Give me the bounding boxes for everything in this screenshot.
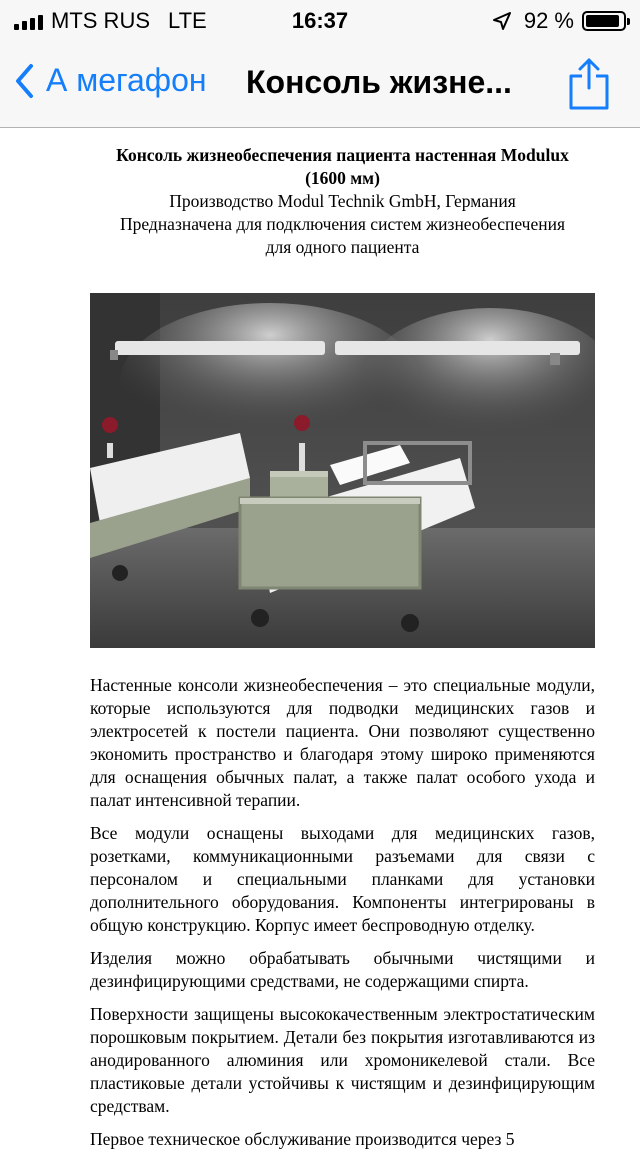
battery-percent: 92 % [523,8,574,33]
battery-cap [627,18,630,25]
back-label: А мегафон [46,62,207,98]
back-button[interactable] [14,62,207,99]
battery-icon [582,11,626,31]
title-line-1: Консоль жизнеобеспечения пациента настенная Modulux [116,145,569,165]
status-bar [0,0,640,40]
description [90,674,595,1151]
purpose-line-1: Предназначена для подключения систем жизнеобеспечения [119,214,566,234]
status-right [492,8,626,34]
paragraph: Первое техническое обслуживание производится через 5 [90,1129,515,1149]
status-time: 16:37 [291,8,349,33]
battery-fill [586,15,619,27]
share-button[interactable] [568,56,610,110]
location-arrow-icon [492,11,512,31]
manufacturer-line: Производство Modul Technik GmbH, Германия [169,191,516,211]
carrier-name: MTS RUS [51,8,150,33]
title-line-2: (1600 мм) [305,168,380,188]
purpose-text [90,213,595,259]
paragraph: Поверхности защищены высококачественным электростатическим порошковым покрытием. Детали без покрытия изготавливаются из анодированного алюминия или хромоникелевой стали. Все пластиковые детали устойчивы к чистящим и дезинфицирующим средствам. [90,1004,595,1116]
paragraph: Изделия можно обрабатывать обычными чистящими и дезинфицирующими средствами, не содержащими спирта. [90,948,595,991]
navigation-bar [0,40,640,128]
purpose-line-2: для одного пациента [265,237,420,257]
network-type: LTE [168,8,207,33]
hospital-room-photo [90,293,595,648]
paragraph: Настенные консоли жизнеобеспечения – это специальные модули, которые используются для подводки медицинских газов и электросетей к постели пациента. Они позволяют существенно экономить пространство и благодаря этому широко применяются для оснащения обычных палат, а также палат особого ухода и палат интенсивной терапии. [90,675,595,810]
paragraph: Все модули оснащены выходами для медицинских газов, розетками, коммуникационными разъемами для связи с персоналом и специальными планками для установки дополнительного оборудования. Компоненты интегрированы в общую конструкцию. Корпус имеет беспроводную отделку. [90,823,595,935]
document-content [90,128,595,1161]
page-title: Консоль жизне... [246,64,512,100]
chevron-left-icon [14,63,34,99]
document-title [90,144,595,190]
